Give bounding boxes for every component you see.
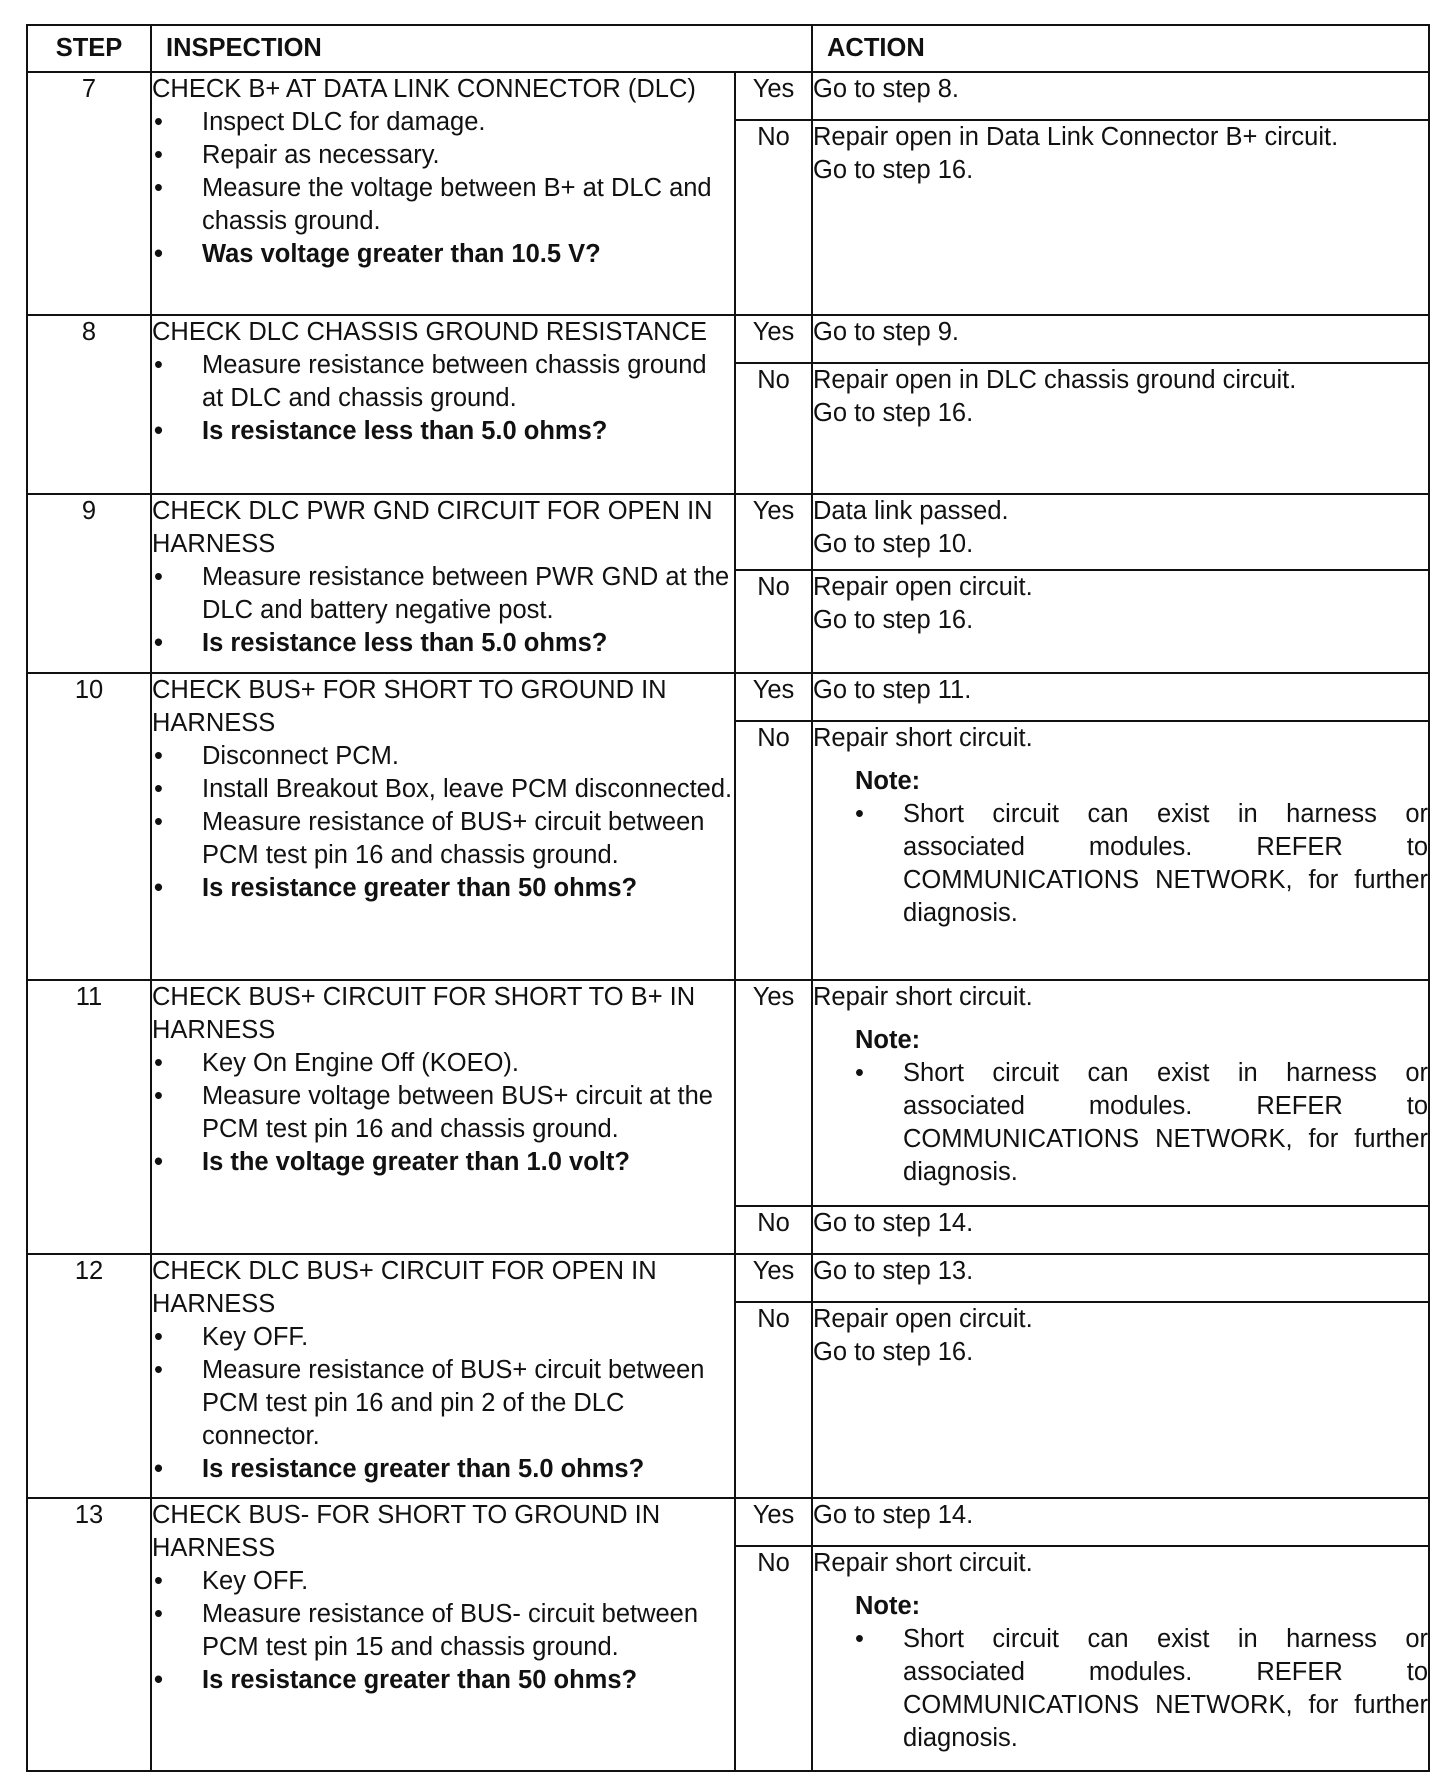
inspection-question: • Is resistance greater than 5.0 ohms? (152, 1453, 734, 1486)
step-title: CHECK DLC CHASSIS GROUND RESISTANCE (152, 318, 707, 347)
step-inspection (151, 980, 735, 1253)
diagnostic-table (26, 24, 1430, 1772)
inspection-bullet: • Measure resistance of BUS+ circuit between PCM test pin 16 and pin 2 of the DLC connector. (152, 1354, 734, 1453)
yes-label: Yes (735, 1254, 812, 1302)
step-row (27, 315, 1429, 363)
no-action (812, 1302, 1429, 1498)
step-row (27, 673, 1429, 721)
note-label: Note: (855, 767, 921, 796)
action-line: Go to step 16. (813, 399, 974, 428)
inspection-bullet: • Measure resistance of BUS- circuit between PCM test pin 15 and chassis ground. (152, 1598, 734, 1664)
step-number: 9 (27, 494, 151, 673)
header-action: ACTION (812, 25, 1429, 72)
no-action (812, 1546, 1429, 1771)
inspection-bullet: • Measure resistance of BUS+ circuit between PCM test pin 16 and chassis ground. (152, 806, 734, 872)
yes-action (812, 673, 1429, 721)
inspection-question: • Is resistance greater than 50 ohms? (152, 872, 734, 905)
no-label: No (735, 1302, 812, 1498)
action-line: Go to step 14. (813, 1500, 974, 1529)
step-row (27, 1254, 1429, 1302)
note-text: • Short circuit can exist in harness or associated modules. REFER to COMMUNICATIONS NETWORK, for further diagnosis. (855, 798, 1428, 930)
note-label: Note: (855, 1026, 921, 1055)
inspection-bullet: • Measure resistance between chassis ground at DLC and chassis ground. (152, 349, 734, 415)
header-step: STEP (27, 25, 151, 72)
yes-action (812, 72, 1429, 120)
yes-action (812, 980, 1429, 1205)
no-label: No (735, 1546, 812, 1771)
action-line: Repair open circuit. (813, 573, 1033, 602)
yes-label: Yes (735, 494, 812, 570)
yes-action (812, 494, 1429, 570)
yes-label: Yes (735, 673, 812, 721)
no-label: No (735, 570, 812, 673)
inspection-bullet: • Install Breakout Box, leave PCM disconnected. (152, 773, 734, 806)
action-line: Data link passed. (813, 497, 1009, 526)
inspection-bullet: • Key OFF. (152, 1565, 734, 1598)
action-line: Go to step 13. (813, 1256, 974, 1285)
inspection-bullet: • Inspect DLC for damage. (152, 106, 734, 139)
yes-label: Yes (735, 1498, 812, 1546)
action-line: Repair short circuit. (813, 1548, 1033, 1577)
action-line: Repair short circuit. (813, 724, 1033, 753)
inspection-question: • Is resistance greater than 50 ohms? (152, 1664, 734, 1697)
step-inspection (151, 1254, 735, 1498)
no-label: No (735, 363, 812, 494)
action-line: Repair short circuit. (813, 983, 1033, 1012)
step-row (27, 1498, 1429, 1546)
note-label: Note: (855, 1591, 921, 1620)
note-text: • Short circuit can exist in harness or associated modules. REFER to COMMUNICATIONS NETWORK, for further diagnosis. (855, 1057, 1428, 1189)
step-number: 11 (27, 980, 151, 1253)
no-label: No (735, 1206, 812, 1254)
step-row (27, 72, 1429, 120)
inspection-bullet: • Key On Engine Off (KOEO). (152, 1047, 734, 1080)
inspection-bullet: • Measure the voltage between B+ at DLC and chassis ground. (152, 172, 734, 238)
step-inspection (151, 494, 735, 673)
yes-label: Yes (735, 72, 812, 120)
action-line: Go to step 11. (813, 676, 972, 705)
yes-label: Yes (735, 315, 812, 363)
step-title: CHECK BUS+ CIRCUIT FOR SHORT TO B+ IN HARNESS (152, 983, 696, 1045)
step-inspection (151, 673, 735, 980)
step-title: CHECK DLC PWR GND CIRCUIT FOR OPEN IN HARNESS (152, 497, 713, 559)
step-title: CHECK DLC BUS+ CIRCUIT FOR OPEN IN HARNESS (152, 1256, 657, 1318)
yes-action (812, 1254, 1429, 1302)
no-action (812, 570, 1429, 673)
action-line: Repair open circuit. (813, 1304, 1033, 1333)
inspection-bullet: • Measure resistance between PWR GND at the DLC and battery negative post. (152, 561, 734, 627)
action-line: Go to step 16. (813, 606, 974, 635)
no-label: No (735, 120, 812, 315)
step-row (27, 494, 1429, 570)
yes-action (812, 315, 1429, 363)
inspection-bullet: • Measure voltage between BUS+ circuit at the PCM test pin 16 and chassis ground. (152, 1080, 734, 1146)
inspection-bullet: • Key OFF. (152, 1321, 734, 1354)
inspection-bullet: • Disconnect PCM. (152, 740, 734, 773)
action-line: Go to step 8. (813, 75, 960, 103)
inspection-question: • Is resistance less than 5.0 ohms? (152, 415, 734, 448)
action-line: Go to step 10. (813, 530, 974, 559)
step-number: 13 (27, 1498, 151, 1771)
step-title: CHECK BUS- FOR SHORT TO GROUND IN HARNESS (152, 1500, 661, 1562)
header-row (27, 25, 1429, 72)
no-action (812, 120, 1429, 315)
step-inspection (151, 72, 735, 315)
action-line: Go to step 9. (813, 318, 960, 347)
note-text: • Short circuit can exist in harness or associated modules. REFER to COMMUNICATIONS NETWORK, for further diagnosis. (855, 1623, 1428, 1755)
inspection-question: • Was voltage greater than 10.5 V? (152, 238, 734, 271)
no-action (812, 1206, 1429, 1254)
header-inspection: INSPECTION (151, 25, 812, 72)
step-number: 8 (27, 315, 151, 494)
step-title: CHECK B+ AT DATA LINK CONNECTOR (DLC) (152, 75, 696, 103)
step-inspection (151, 1498, 735, 1771)
no-action (812, 363, 1429, 494)
step-number: 12 (27, 1254, 151, 1498)
step-number: 7 (27, 72, 151, 315)
step-inspection (151, 315, 735, 494)
action-line: Go to step 16. (813, 156, 974, 185)
no-action (812, 721, 1429, 980)
inspection-bullet: • Repair as necessary. (152, 139, 734, 172)
inspection-question: • Is resistance less than 5.0 ohms? (152, 627, 734, 660)
inspection-question: • Is the voltage greater than 1.0 volt? (152, 1146, 734, 1179)
action-line: Repair open in DLC chassis ground circuit. (813, 366, 1297, 395)
step-row (27, 980, 1429, 1205)
no-label: No (735, 721, 812, 980)
action-line: Repair open in Data Link Connector B+ circuit. (813, 123, 1339, 152)
step-number: 10 (27, 673, 151, 980)
yes-action (812, 1498, 1429, 1546)
action-line: Go to step 16. (813, 1337, 974, 1366)
yes-label: Yes (735, 980, 812, 1205)
step-title: CHECK BUS+ FOR SHORT TO GROUND IN HARNESS (152, 676, 667, 738)
action-line: Go to step 14. (813, 1208, 974, 1237)
